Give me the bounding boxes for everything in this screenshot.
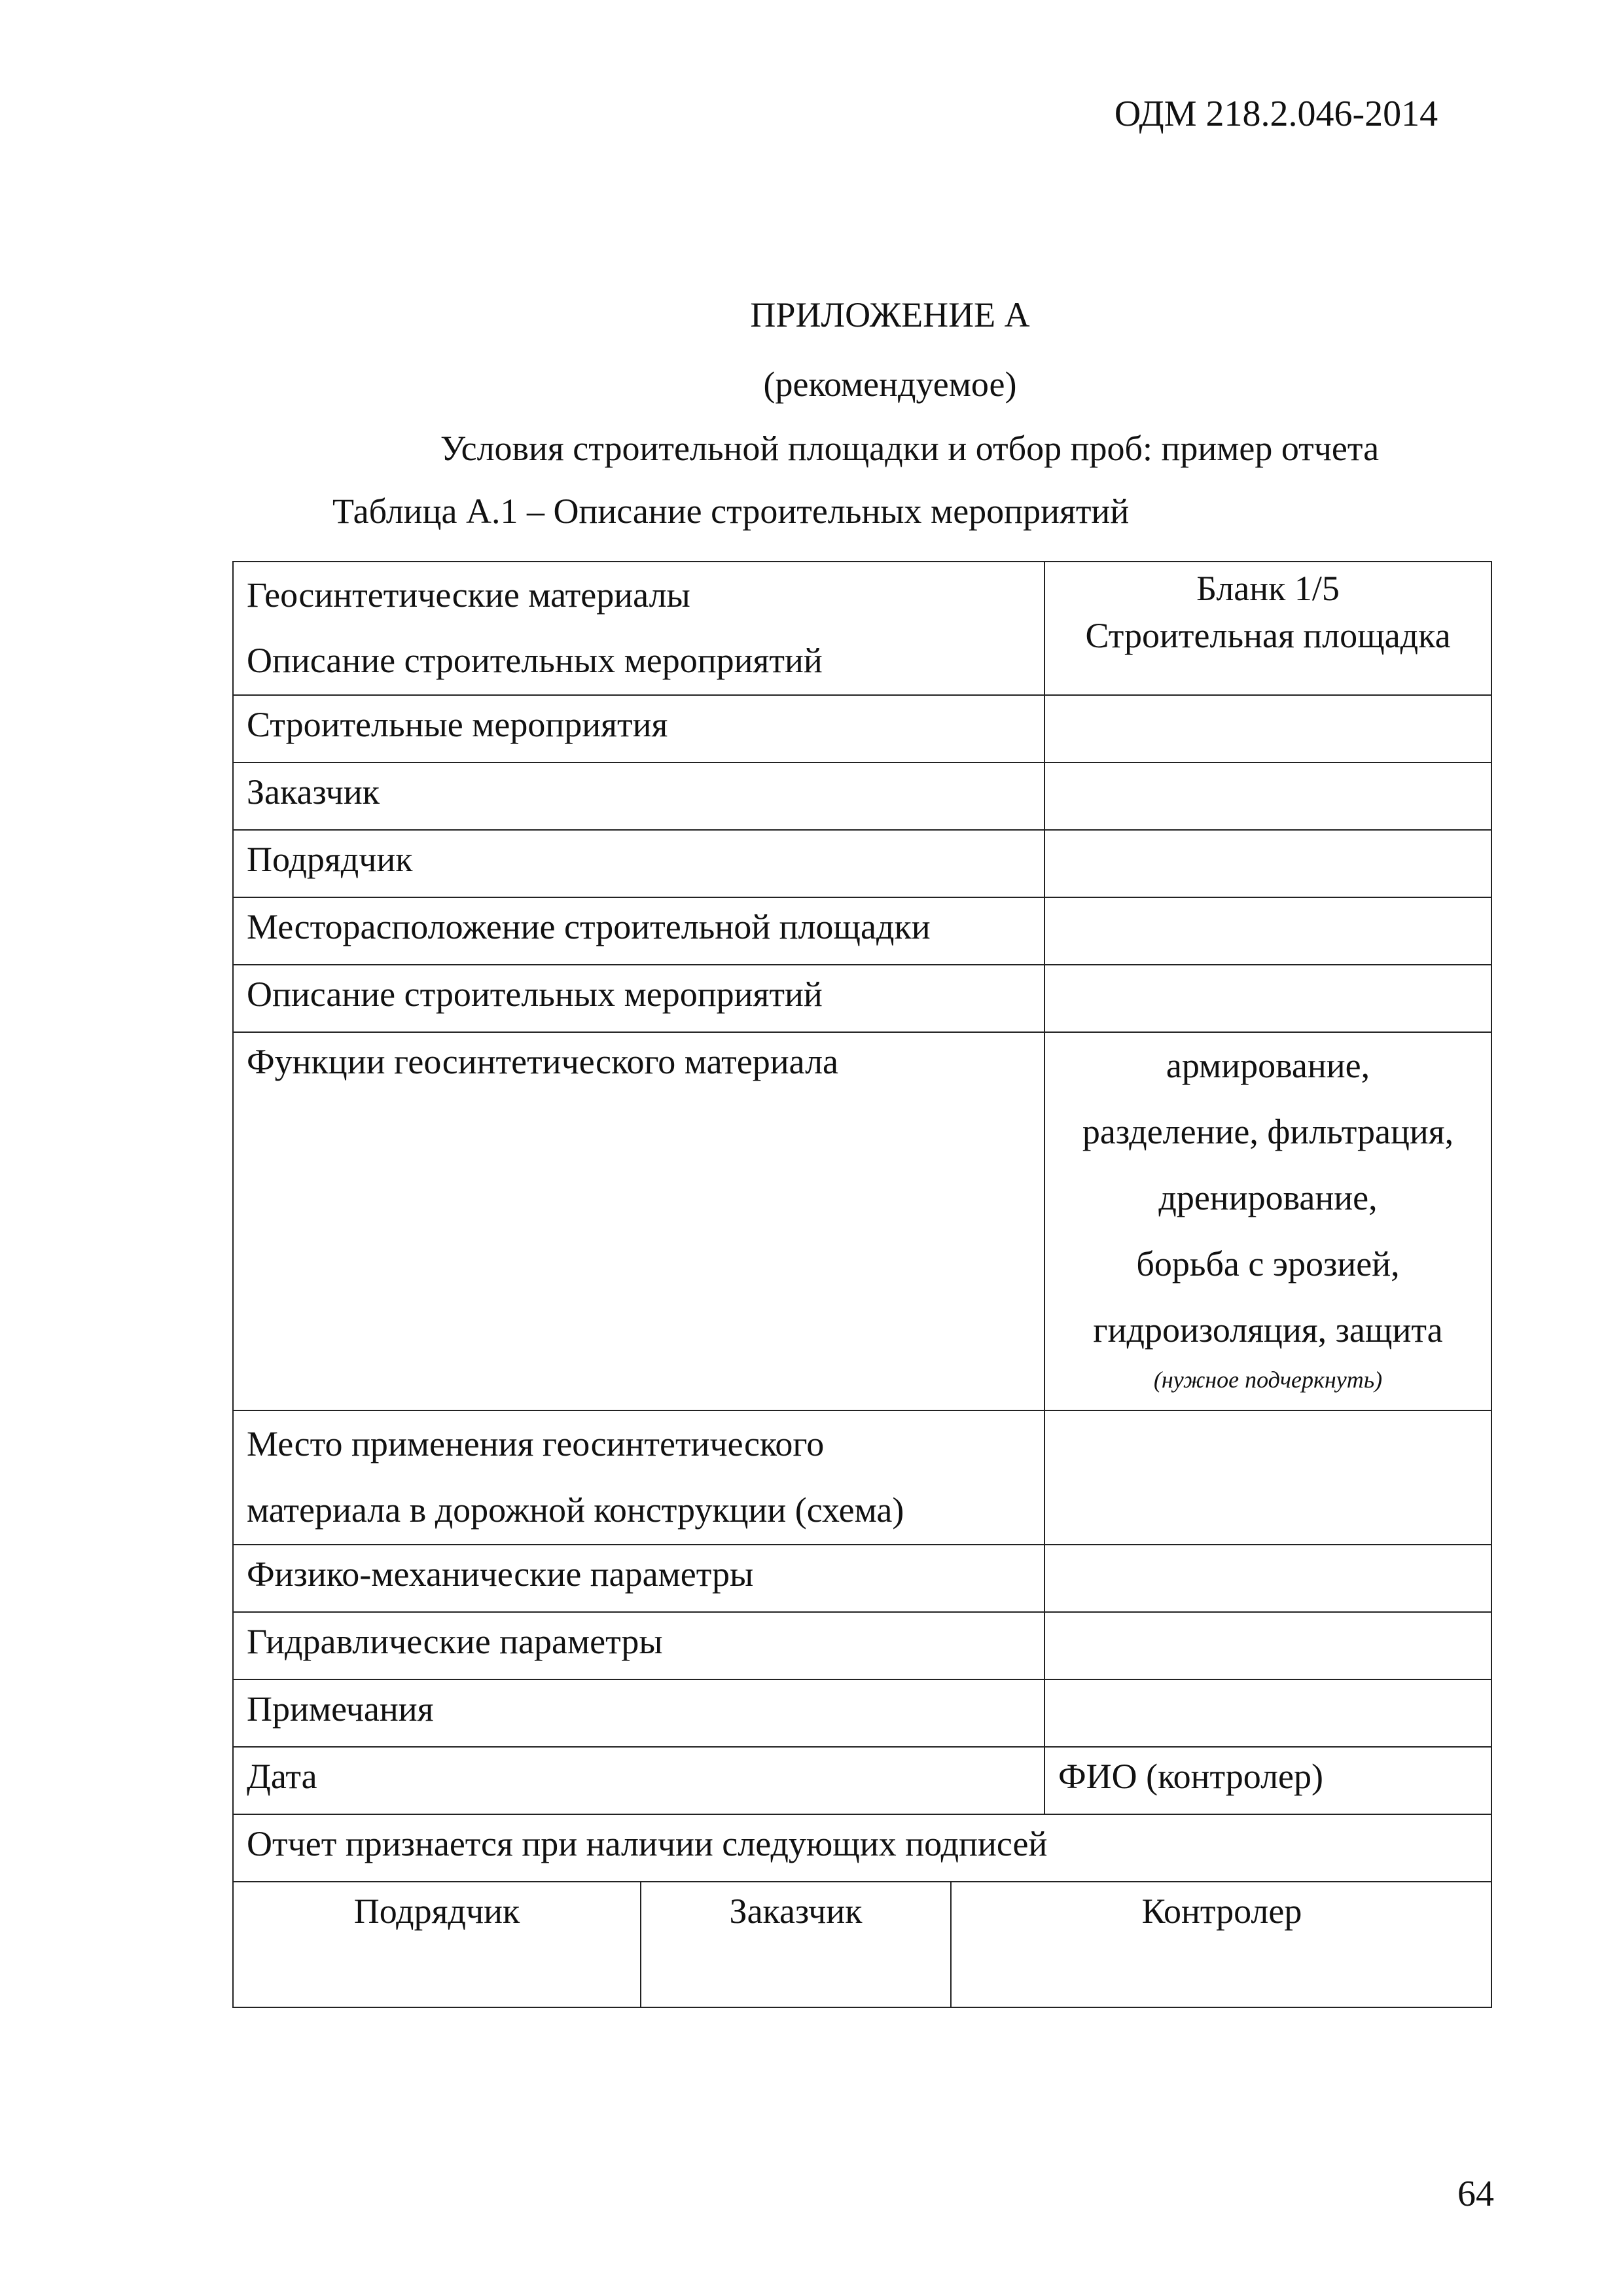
application-row xyxy=(233,1410,1491,1545)
form-header-left-line1: Геосинтетические материалы xyxy=(247,575,690,615)
signatures-note: Отчет признается при наличии следующих подписей xyxy=(233,1814,1491,1882)
signature-contractor: Подрядчик xyxy=(353,1892,520,1931)
table-row xyxy=(233,965,1491,1032)
date-label: Дата xyxy=(233,1747,1044,1814)
table-row xyxy=(233,830,1491,897)
function-option: армирование, xyxy=(1166,1046,1370,1085)
table-row xyxy=(233,897,1491,965)
appendix-caption: Условия строительной площадки и отбор проб: пример отчета xyxy=(440,429,1380,468)
form-header-row xyxy=(233,562,1491,695)
functions-label: Функции геосинтетического материала xyxy=(233,1032,1044,1410)
form-sheet-subject: Строительная площадка xyxy=(1085,616,1451,655)
signatures-holder xyxy=(233,1882,1491,2007)
signature-controller: Контролер xyxy=(951,1882,1492,2007)
signatures-note-row xyxy=(233,1814,1491,1882)
row-value xyxy=(1044,1612,1491,1679)
application-label xyxy=(233,1410,1044,1545)
row-label: Заказчик xyxy=(233,762,1044,830)
function-option: разделение, фильтрация, xyxy=(1082,1112,1454,1151)
function-option: гидроизоляция, защита xyxy=(1093,1310,1443,1350)
page-number: 64 xyxy=(1457,2174,1494,2214)
row-label: Подрядчик xyxy=(233,830,1044,897)
row-label: Строительные мероприятия xyxy=(233,695,1044,762)
row-value xyxy=(1044,897,1491,965)
form-header-right xyxy=(1044,562,1491,695)
table-row xyxy=(233,1545,1491,1612)
row-value xyxy=(1044,830,1491,897)
form-header-left xyxy=(233,562,1044,695)
row-value xyxy=(1044,1545,1491,1612)
form-header-left-line2: Описание строительных мероприятий xyxy=(247,641,823,680)
application-label-line2: материала в дорожной конструкции (схема) xyxy=(247,1490,904,1530)
row-value xyxy=(1044,965,1491,1032)
row-value xyxy=(1044,695,1491,762)
table-caption: Таблица А.1 – Описание строительных мероприятий xyxy=(332,492,1130,531)
appendix-title: ПРИЛОЖЕНИЕ А xyxy=(750,295,1030,334)
functions-row xyxy=(233,1032,1491,1410)
signature-customer: Заказчик xyxy=(641,1882,951,2007)
document-code: ОДМ 218.2.046-2014 xyxy=(1114,94,1438,134)
report-form-table xyxy=(232,561,1492,2008)
date-row xyxy=(233,1747,1491,1814)
signatures-row xyxy=(233,1882,1491,2007)
controller-name-label: ФИО (контролер) xyxy=(1044,1747,1491,1814)
application-value xyxy=(1044,1410,1491,1545)
function-option: борьба с эрозией, xyxy=(1136,1244,1400,1283)
row-label: Примечания xyxy=(233,1679,1044,1747)
form-sheet-number: Бланк 1/5 xyxy=(1196,569,1340,608)
functions-options xyxy=(1044,1032,1491,1410)
table-row xyxy=(233,695,1491,762)
signatures-table xyxy=(234,1882,1492,2007)
table-row xyxy=(233,762,1491,830)
function-option: дренирование, xyxy=(1158,1178,1378,1217)
appendix-status: (рекомендуемое) xyxy=(763,365,1017,404)
table-row xyxy=(233,1679,1491,1747)
row-label: Описание строительных мероприятий xyxy=(233,965,1044,1032)
underline-note: (нужное подчеркнуть) xyxy=(1153,1367,1383,1393)
row-value xyxy=(1044,1679,1491,1747)
row-label: Гидравлические параметры xyxy=(233,1612,1044,1679)
table-row xyxy=(233,1612,1491,1679)
row-value xyxy=(1044,762,1491,830)
row-label: Физико-механические параметры xyxy=(233,1545,1044,1612)
application-label-line1: Место применения геосинтетического xyxy=(247,1424,825,1463)
row-label: Месторасположение строительной площадки xyxy=(233,897,1044,965)
